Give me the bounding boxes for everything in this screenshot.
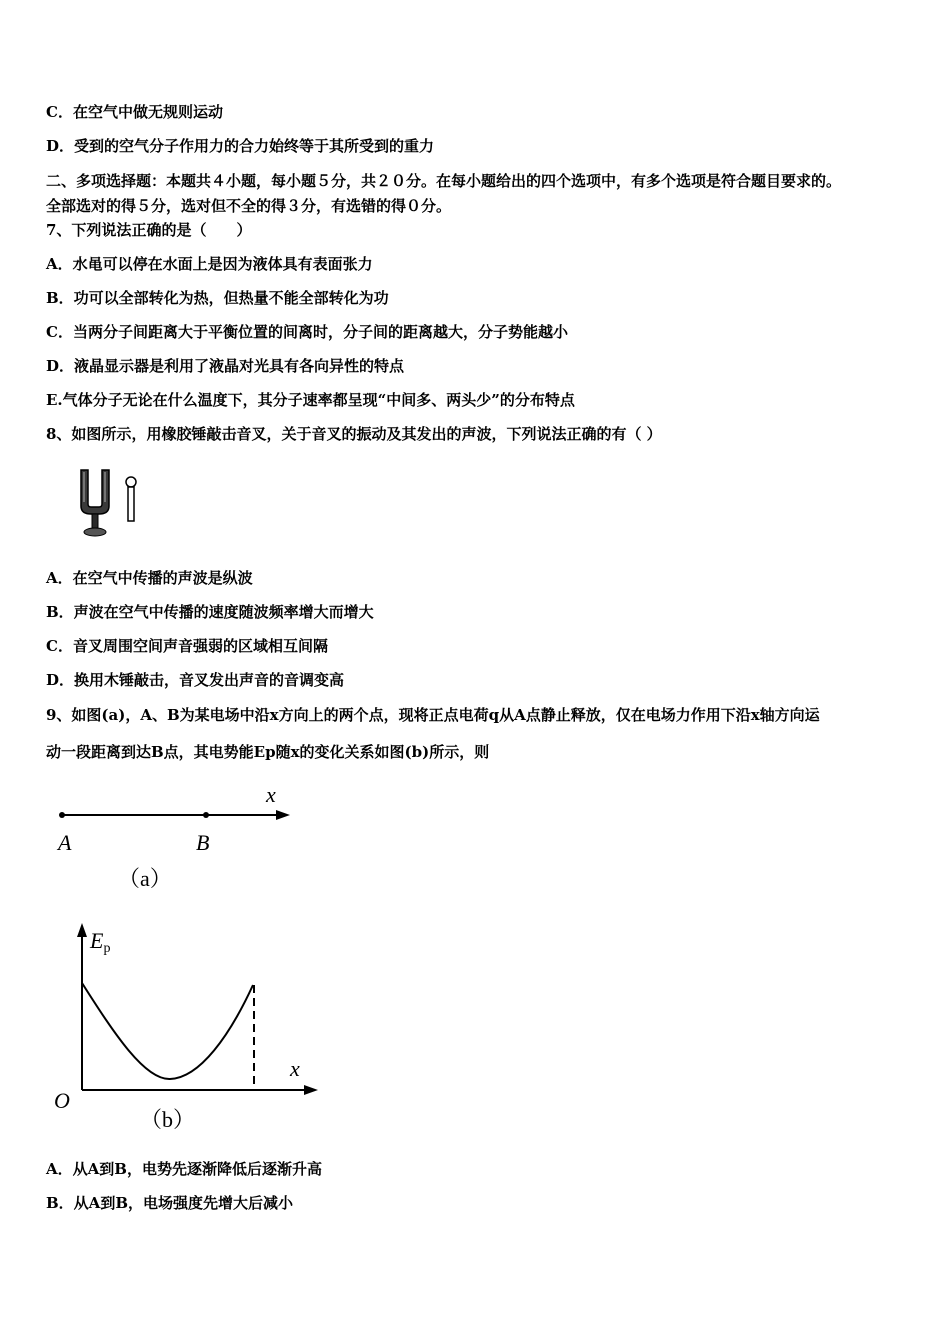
q9-stem-line-2: 动一段距离到达B点，其电势能Ep随x的变化关系如图(b)所示，则	[46, 743, 490, 761]
q6-option-c: C．在空气中做无规则运动	[46, 103, 223, 121]
q9-option-b: B．从A到B，电场强度先增大后减小	[46, 1194, 293, 1212]
ep-curve	[82, 983, 253, 1079]
q9-option-a: A．从A到B，电势先逐渐降低后逐渐升高	[46, 1160, 322, 1178]
figure-b-y-label: Ep	[90, 928, 111, 956]
figure-b-origin: O	[54, 1088, 70, 1113]
figure-b-caption: （b）	[140, 1107, 196, 1132]
figure-b-x-label: x	[290, 1056, 300, 1081]
q8-option-a: A．在空气中传播的声波是纵波	[46, 569, 253, 587]
q7-option-e: E.气体分子无论在什么温度下，其分子速率都呈现“中间多、两头少”的分布特点	[46, 391, 575, 409]
q7-stem: 7、下列说法正确的是（ ）	[46, 221, 252, 239]
figure-a-point-a: A	[58, 830, 72, 855]
tuning-fork-figure	[75, 462, 145, 540]
figure-a-axis-label: x	[266, 782, 276, 807]
q8-option-c: C．音叉周围空间声音强弱的区域相互间隔	[46, 637, 328, 655]
q9-stem-line-1: 9、如图(a)，A、B为某电场中沿x方向上的两个点，现将正点电荷q从A点静止释放，仅在电场力作用下沿x轴方向运	[46, 706, 820, 724]
figure-a-point-b: B	[196, 830, 210, 855]
q8-option-b: B．声波在空气中传播的速度随波频率增大而增大	[46, 603, 374, 621]
q7-option-d: D．液晶显示器是利用了液晶对光具有各向异性的特点	[46, 357, 405, 375]
q8-stem: 8、如图所示，用橡胶锤敲击音叉，关于音叉的振动及其发出的声波，下列说法正确的有（ ）	[46, 425, 662, 443]
figure-a-axis	[50, 800, 300, 830]
figure-a-caption: （a）	[118, 866, 172, 891]
q6-option-d: D．受到的空气分子作用力的合力始终等于其所受到的重力	[46, 137, 435, 155]
q8-option-d: D．换用木锤敲击，音叉发出声音的音调变高	[46, 671, 345, 689]
q7-option-b: B．功可以全部转化为热，但热量不能全部转化为功	[46, 289, 389, 307]
q7-option-c: C．当两分子间距离大于平衡位置的间离时，分子间的距离越大，分子势能越小	[46, 323, 568, 341]
q7-option-a: A．水黾可以停在水面上是因为液体具有表面张力	[46, 255, 373, 273]
section-2-note: 全部选对的得５分，选对但不全的得３分，有选错的得０分。	[46, 197, 452, 215]
section-2-title: 二、多项选择题：本题共４小题，每小题５分，共２０分。在每小题给出的四个选项中，有多个选项是符合题目要求的。	[46, 172, 842, 190]
